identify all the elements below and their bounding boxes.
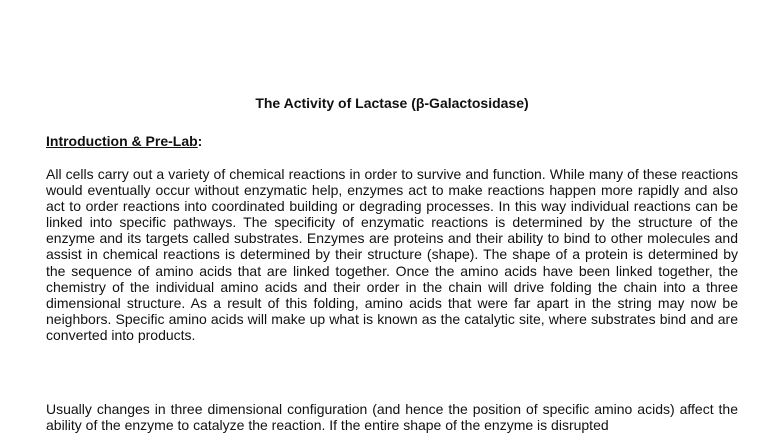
paragraph-intro: All cells carry out a variety of chemical reactions in order to survive and function. While many of these reactions would eventually occur without enzymatic help, enzymes act to make reactions happen more rapidly and also act to order reactions into coordinated building or degrading processes. In this way individual reactions can be linked into specific pathways. The specificity of enzymatic reactions is determined by the structure of the enzyme and its targets called substrates. Enzymes are proteins and their ability to bind to other molecules and assist in chemical reactions is determined by their structure (shape). The shape of a protein is determined by the sequence of amino acids that are linked together. Once the amino acids have been linked together, the chemistry of the individual amino acids and their order in the chain will drive folding the chain into a three dimensional structure. As a result of this folding, amino acids that were far apart in the string may now be neighbors. Specific amino acids will make up what is known as the catalytic site, where substrates bind and are converted into products.	[46, 166, 738, 343]
section-heading	[46, 132, 202, 150]
paragraph-configuration: Usually changes in three dimensional configuration (and hence the position of specific amino acids) affect the ability of the enzyme to catalyze the reaction. If the entire shape of the enzyme is disrupted	[46, 401, 738, 434]
section-heading-colon: :	[197, 133, 203, 149]
section-heading-text: Introduction & Pre-Lab	[46, 133, 198, 149]
document-title: The Activity of Lactase (β-Galactosidase)	[255, 95, 529, 111]
